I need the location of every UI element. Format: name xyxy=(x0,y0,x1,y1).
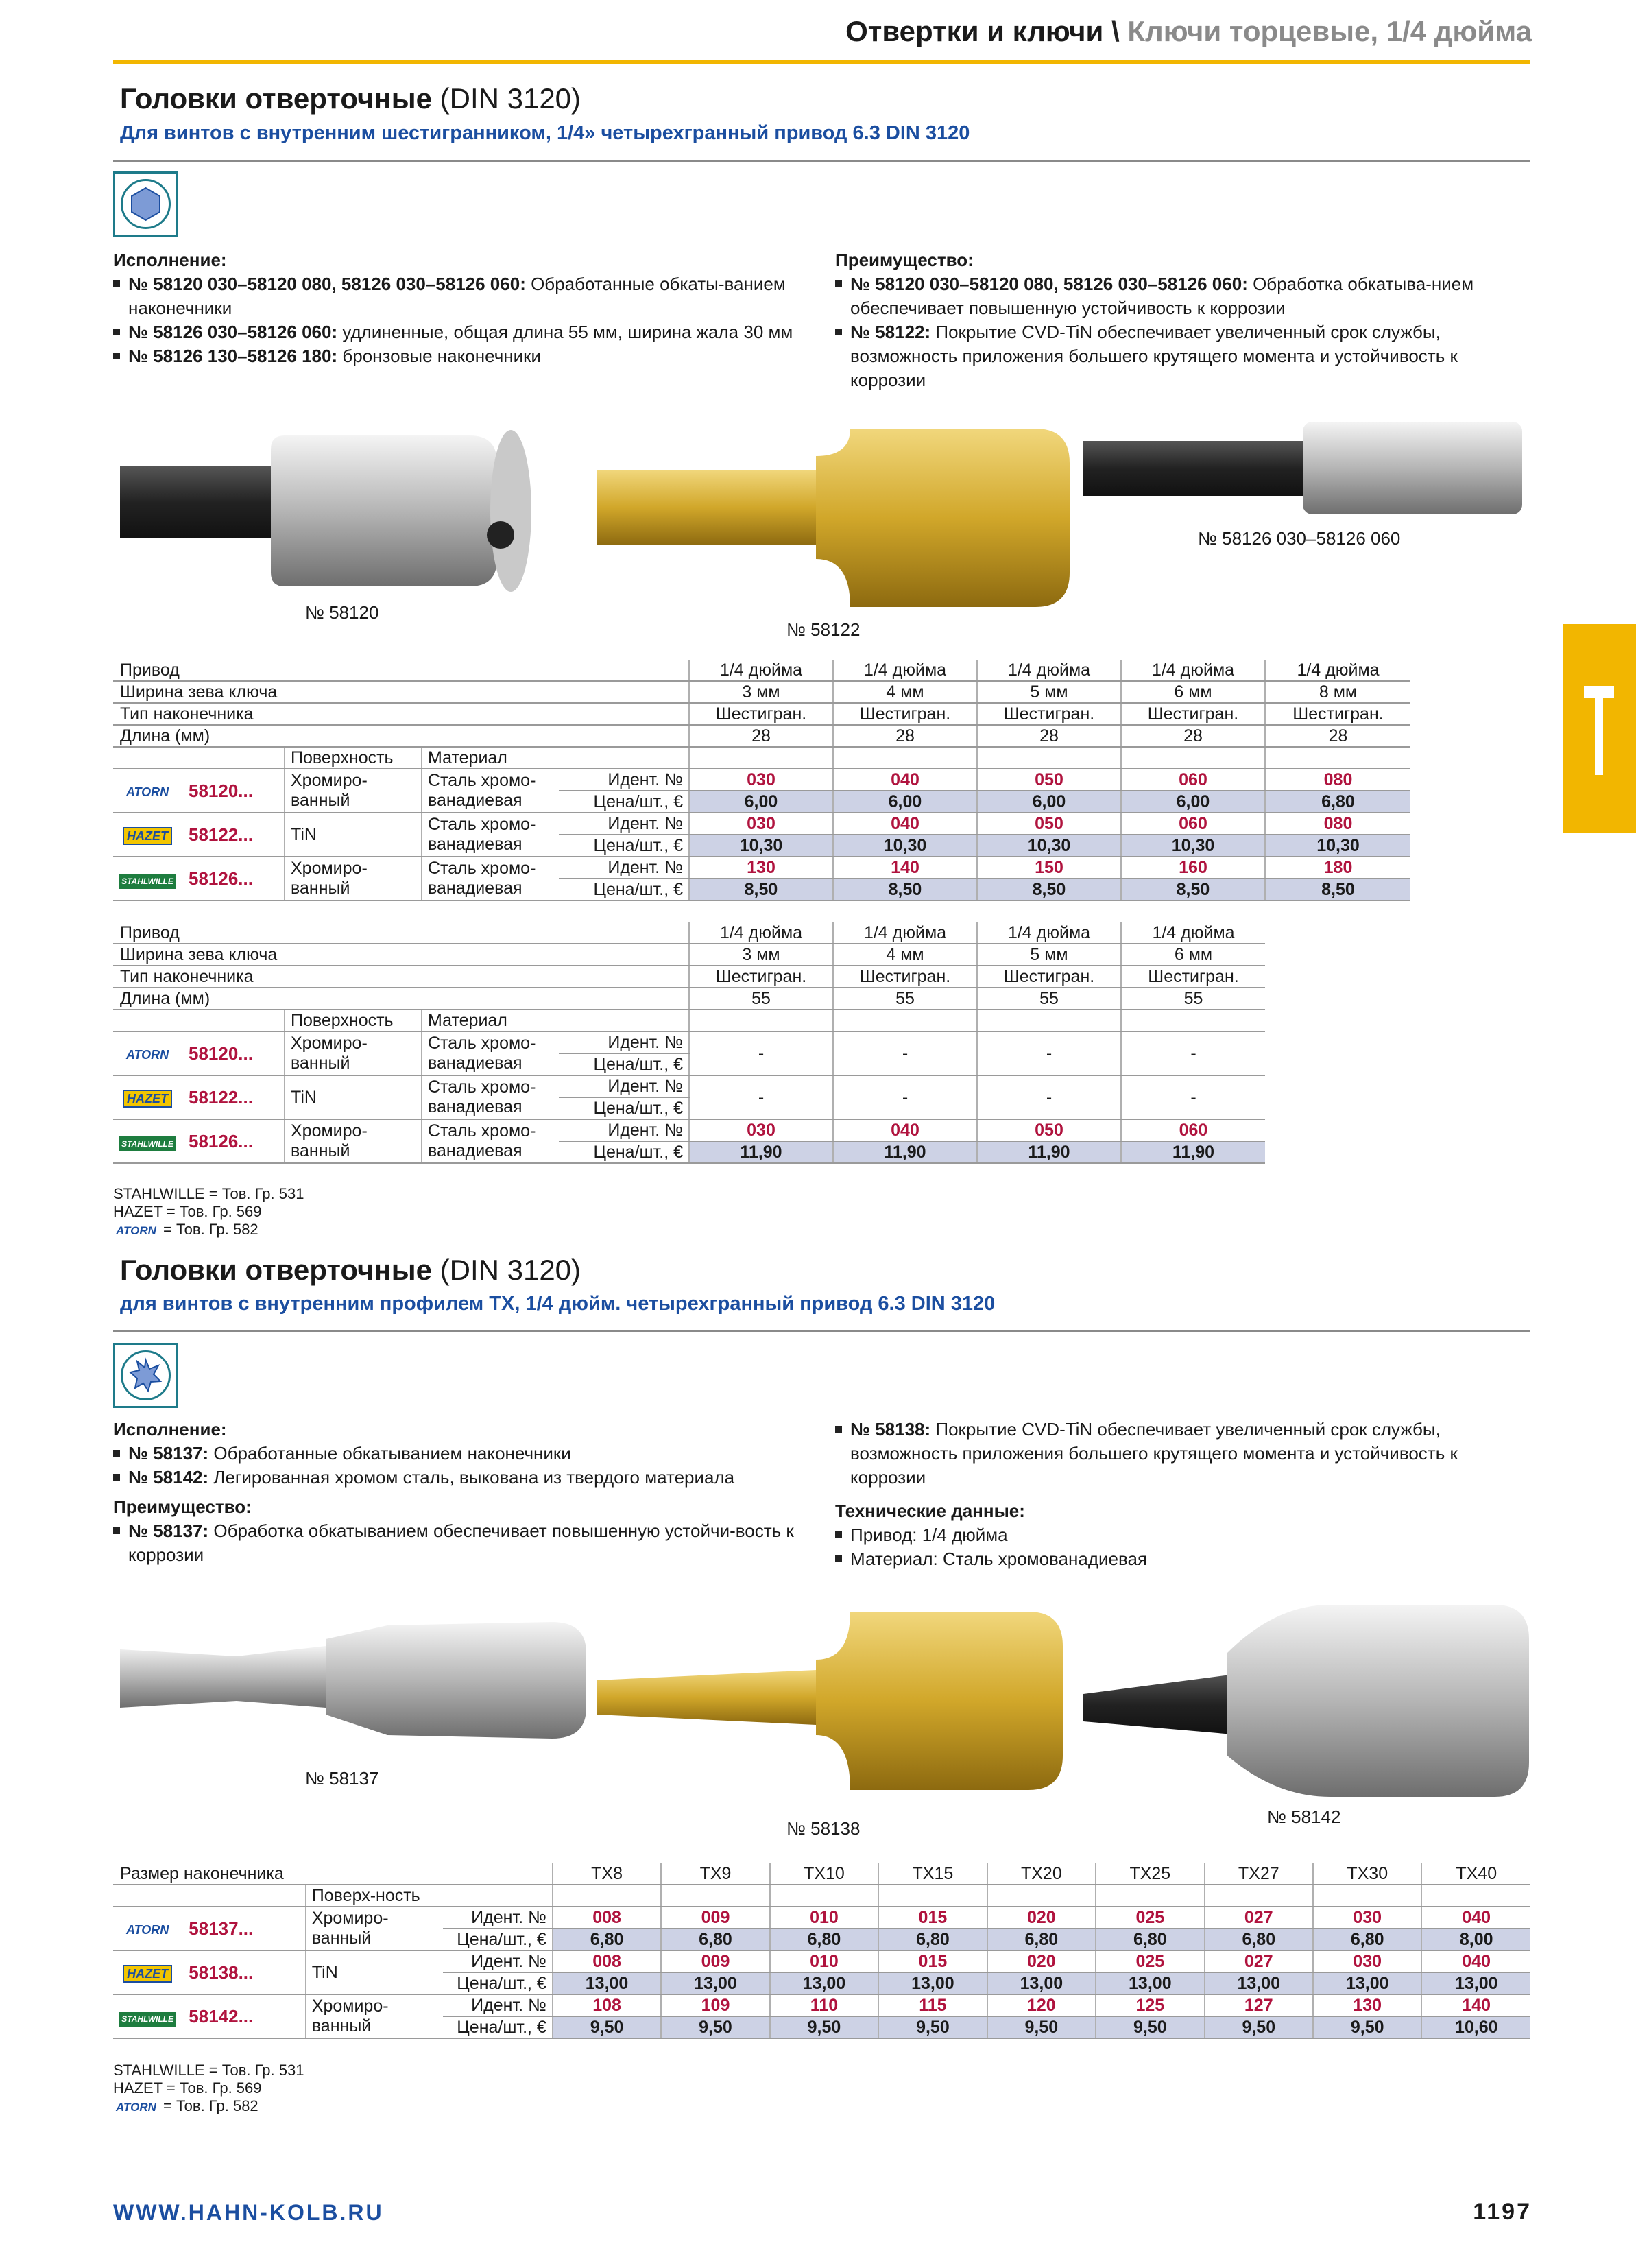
table-row: HAZET 58122... TiN Сталь хромо-ванадиевая Идент. № 030 040 050 060 080 xyxy=(113,813,1410,835)
footer-url[interactable]: WWW.HAHN-KOLB.RU xyxy=(113,2200,384,2225)
s1-execution-block xyxy=(113,248,799,368)
s2-execution-heading: Исполнение: xyxy=(113,1419,227,1440)
socket-58120-image xyxy=(113,408,600,600)
s2-tech-item: Привод: 1/4 дюйма xyxy=(835,1523,1521,1547)
section2-subtitle: для винтов с внутренним профилем TX, 1/4 дюйм. четырехгранный привод 6.3 DIN 3120 xyxy=(120,1293,996,1315)
caption-58122: № 58122 xyxy=(786,619,861,640)
s1-execution-item: № 58126 030–58126 060: удлиненные, общая длина 55 мм, ширина жала 30 мм xyxy=(113,320,799,344)
s2-right-item: № 58138: Покрытие CVD-TiN обеспечивает увеличенный срок службы, возможность приложения большего крутящего момента и устойчивость к коррозии xyxy=(835,1418,1521,1490)
header-separator: \ xyxy=(1111,15,1120,47)
s1-title-norm: (DIN 3120) xyxy=(440,82,581,115)
table-row: Цена/шт., € 6,00 6,00 6,00 6,00 6,80 xyxy=(113,791,1410,813)
table-row: Привод 1/4 дюйма 1/4 дюйма 1/4 дюйма 1/4 дюйма 1/4 дюйма xyxy=(113,660,1410,681)
table-row: Цена/шт., € xyxy=(113,1097,1265,1119)
footnote: HAZET = Тов. Гр. 569 xyxy=(113,1203,262,1220)
s1-advantage-block xyxy=(835,248,1521,392)
atorn-logo: ATORN xyxy=(125,785,169,799)
table-row: Цена/шт., € xyxy=(113,1053,1265,1075)
s2-advantage-item: № 58137: Обработка обкатыванием обеспечивает повышенную устойчи-вость к коррозии xyxy=(113,1519,799,1567)
socket-58138-image xyxy=(590,1598,1076,1797)
table-row: Цена/шт., € 10,30 10,30 10,30 10,30 10,30 xyxy=(113,835,1410,857)
caption-58138: № 58138 xyxy=(786,1818,861,1839)
caption-58142: № 58142 xyxy=(1267,1806,1341,1827)
socket-58126-image xyxy=(1076,415,1529,525)
table-hex-55mm xyxy=(113,922,1265,1164)
s1-advantage-heading: Преимущество: xyxy=(835,250,974,270)
s1-execution-item: № 58120 030–58120 080, 58126 030–58126 060: Обработанные обкаты-ванием наконечники xyxy=(113,272,799,320)
hammer-icon xyxy=(1578,672,1620,782)
table-row: ATORN 58120... Хромиро-ванный Сталь хромо-ванадиевая Идент. № - - - - xyxy=(113,1031,1265,1053)
footnote: STAHLWILLE = Тов. Гр. 531 xyxy=(113,2062,304,2079)
s2-execution-item: № 58142: Легированная хромом сталь, выкована из твердого материала xyxy=(113,1466,799,1490)
section1-rule xyxy=(113,160,1530,162)
caption-58120: № 58120 xyxy=(305,602,379,623)
footnote: HAZET = Тов. Гр. 569 xyxy=(113,2079,262,2097)
page-header xyxy=(845,15,1532,48)
hex-socket-icon xyxy=(113,171,178,237)
stahlwille-logo: STAHLWILLE xyxy=(119,2012,176,2027)
table-row: Цена/шт., € 9,50 9,50 9,50 9,50 9,50 9,50 9,50 9,50 10,60 xyxy=(113,2016,1530,2038)
table-row: Поверхность Материал xyxy=(113,1010,1265,1031)
table-row: ATORN 58120... Хромиро-ванный Сталь хромо-ванадиевая Идент. № 030 040 050 060 080 xyxy=(113,769,1410,791)
s2-advantage-heading: Преимущество: xyxy=(113,1496,252,1517)
hazet-logo: HAZET xyxy=(123,1090,172,1108)
socket-58137-image xyxy=(113,1598,593,1763)
table-row: Тип наконечника Шестигран. Шестигран. Шестигран. Шестигран. xyxy=(113,966,1265,988)
table-row: Цена/шт., € 13,00 13,00 13,00 13,00 13,00 13,00 13,00 13,00 13,00 xyxy=(113,1972,1530,1994)
hazet-logo: HAZET xyxy=(123,1965,172,1983)
s2-tech-item: Материал: Сталь хромованадиевая xyxy=(835,1547,1521,1571)
footnotes-2 xyxy=(113,2062,304,2115)
footnotes-1 xyxy=(113,1185,304,1239)
table-row: Длина (мм) 55 55 55 55 xyxy=(113,988,1265,1010)
table-row: Цена/шт., € 6,80 6,80 6,80 6,80 6,80 6,80 6,80 6,80 8,00 xyxy=(113,1929,1530,1950)
caption-58126: № 58126 030–58126 060 xyxy=(1198,528,1401,549)
category-tab[interactable] xyxy=(1563,624,1636,833)
table-row: Длина (мм) 28 28 28 28 28 xyxy=(113,725,1410,747)
table-row: Ширина зева ключа 3 мм 4 мм 5 мм 6 мм xyxy=(113,944,1265,966)
stahlwille-logo: STAHLWILLE xyxy=(119,1136,176,1151)
table-row: HAZET 58122... TiN Сталь хромо-ванадиевая Идент. № - - - - xyxy=(113,1075,1265,1097)
table-row: ATORN 58137... Хромиро-ванный Идент. № 008 009 010 015 020 025 027 030 040 xyxy=(113,1907,1530,1929)
section1-title xyxy=(120,82,581,115)
s2-execution-item: № 58137: Обработанные обкатыванием наконечники xyxy=(113,1442,799,1466)
footnote: ATORN = Тов. Гр. 582 xyxy=(116,2097,258,2114)
section2-title xyxy=(120,1254,581,1287)
s1-execution-heading: Исполнение: xyxy=(113,250,227,270)
caption-58137: № 58137 xyxy=(305,1768,379,1789)
s1-execution-item: № 58126 130–58126 180: бронзовые наконечники xyxy=(113,344,799,368)
table-torx xyxy=(113,1863,1530,2039)
table-row: STAHLWILLE 58142... Хромиро-ванный Идент. № 108 109 110 115 120 125 127 130 140 xyxy=(113,1994,1530,2016)
s2-right-block xyxy=(835,1418,1521,1571)
s2-tech-heading: Технические данные: xyxy=(835,1501,1025,1521)
table-row: Цена/шт., € 11,90 11,90 11,90 11,90 xyxy=(113,1141,1265,1163)
stahlwille-logo: STAHLWILLE xyxy=(119,874,176,889)
atorn-logo: ATORN xyxy=(125,1923,169,1937)
hazet-logo: HAZET xyxy=(123,827,172,845)
table-row: Поверхность Материал xyxy=(113,747,1410,769)
subsection-title: Ключи торцевые, 1/4 дюйма xyxy=(1127,15,1532,47)
torx-socket-icon xyxy=(113,1343,178,1408)
table-row: Ширина зева ключа 3 мм 4 мм 5 мм 6 мм 8 мм xyxy=(113,681,1410,703)
table-hex-28mm xyxy=(113,660,1410,901)
header-rule xyxy=(113,60,1530,64)
table-row: HAZET 58138... TiN Идент. № 008 009 010 015 020 025 027 030 040 xyxy=(113,1950,1530,1972)
table-row: Цена/шт., € 8,50 8,50 8,50 8,50 8,50 xyxy=(113,879,1410,900)
s1-title-text: Головки отверточные xyxy=(120,82,432,115)
s2-title-text: Головки отверточные xyxy=(120,1254,432,1286)
page-number: 1197 xyxy=(1473,2199,1532,2225)
atorn-logo: ATORN xyxy=(125,1048,169,1062)
footnote: STAHLWILLE = Тов. Гр. 531 xyxy=(113,1185,304,1202)
footnote: ATORN = Тов. Гр. 582 xyxy=(116,1221,258,1238)
section2-rule xyxy=(113,1330,1530,1332)
socket-58122-image xyxy=(590,415,1083,621)
table-row: STAHLWILLE 58126... Хромиро-ванный Сталь хромо-ванадиевая Идент. № 130 140 150 160 180 xyxy=(113,857,1410,879)
s1-advantage-item: № 58122: Покрытие CVD-TiN обеспечивает увеличенный срок службы, возможность приложения большего крутящего момента и устойчивость к коррозии xyxy=(835,320,1521,392)
s1-advantage-item: № 58120 030–58120 080, 58126 030–58126 060: Обработка обкатыва-нием обеспечивает повышенную устойчивость к коррозии xyxy=(835,272,1521,320)
s2-execution-block xyxy=(113,1418,799,1567)
section-title: Отвертки и ключи xyxy=(845,15,1104,47)
table-row: Поверх-ность xyxy=(113,1885,1530,1907)
table-row: Привод 1/4 дюйма 1/4 дюйма 1/4 дюйма 1/4 дюйма xyxy=(113,922,1265,944)
s2-title-norm: (DIN 3120) xyxy=(440,1254,581,1286)
table-row: STAHLWILLE 58126... Хромиро-ванный Сталь хромо-ванадиевая Идент. № 030 040 050 060 xyxy=(113,1119,1265,1141)
socket-58142-image xyxy=(1070,1591,1536,1811)
table-row: Тип наконечника Шестигран. Шестигран. Шестигран. Шестигран. Шестигран. xyxy=(113,703,1410,725)
table-row: Размер наконечника TX8 TX9 TX10 TX15 TX20 TX25 TX27 TX30 TX40 xyxy=(113,1863,1530,1885)
section1-subtitle: Для винтов с внутренним шестигранником, 1/4» четырехгранный привод 6.3 DIN 3120 xyxy=(120,122,970,144)
